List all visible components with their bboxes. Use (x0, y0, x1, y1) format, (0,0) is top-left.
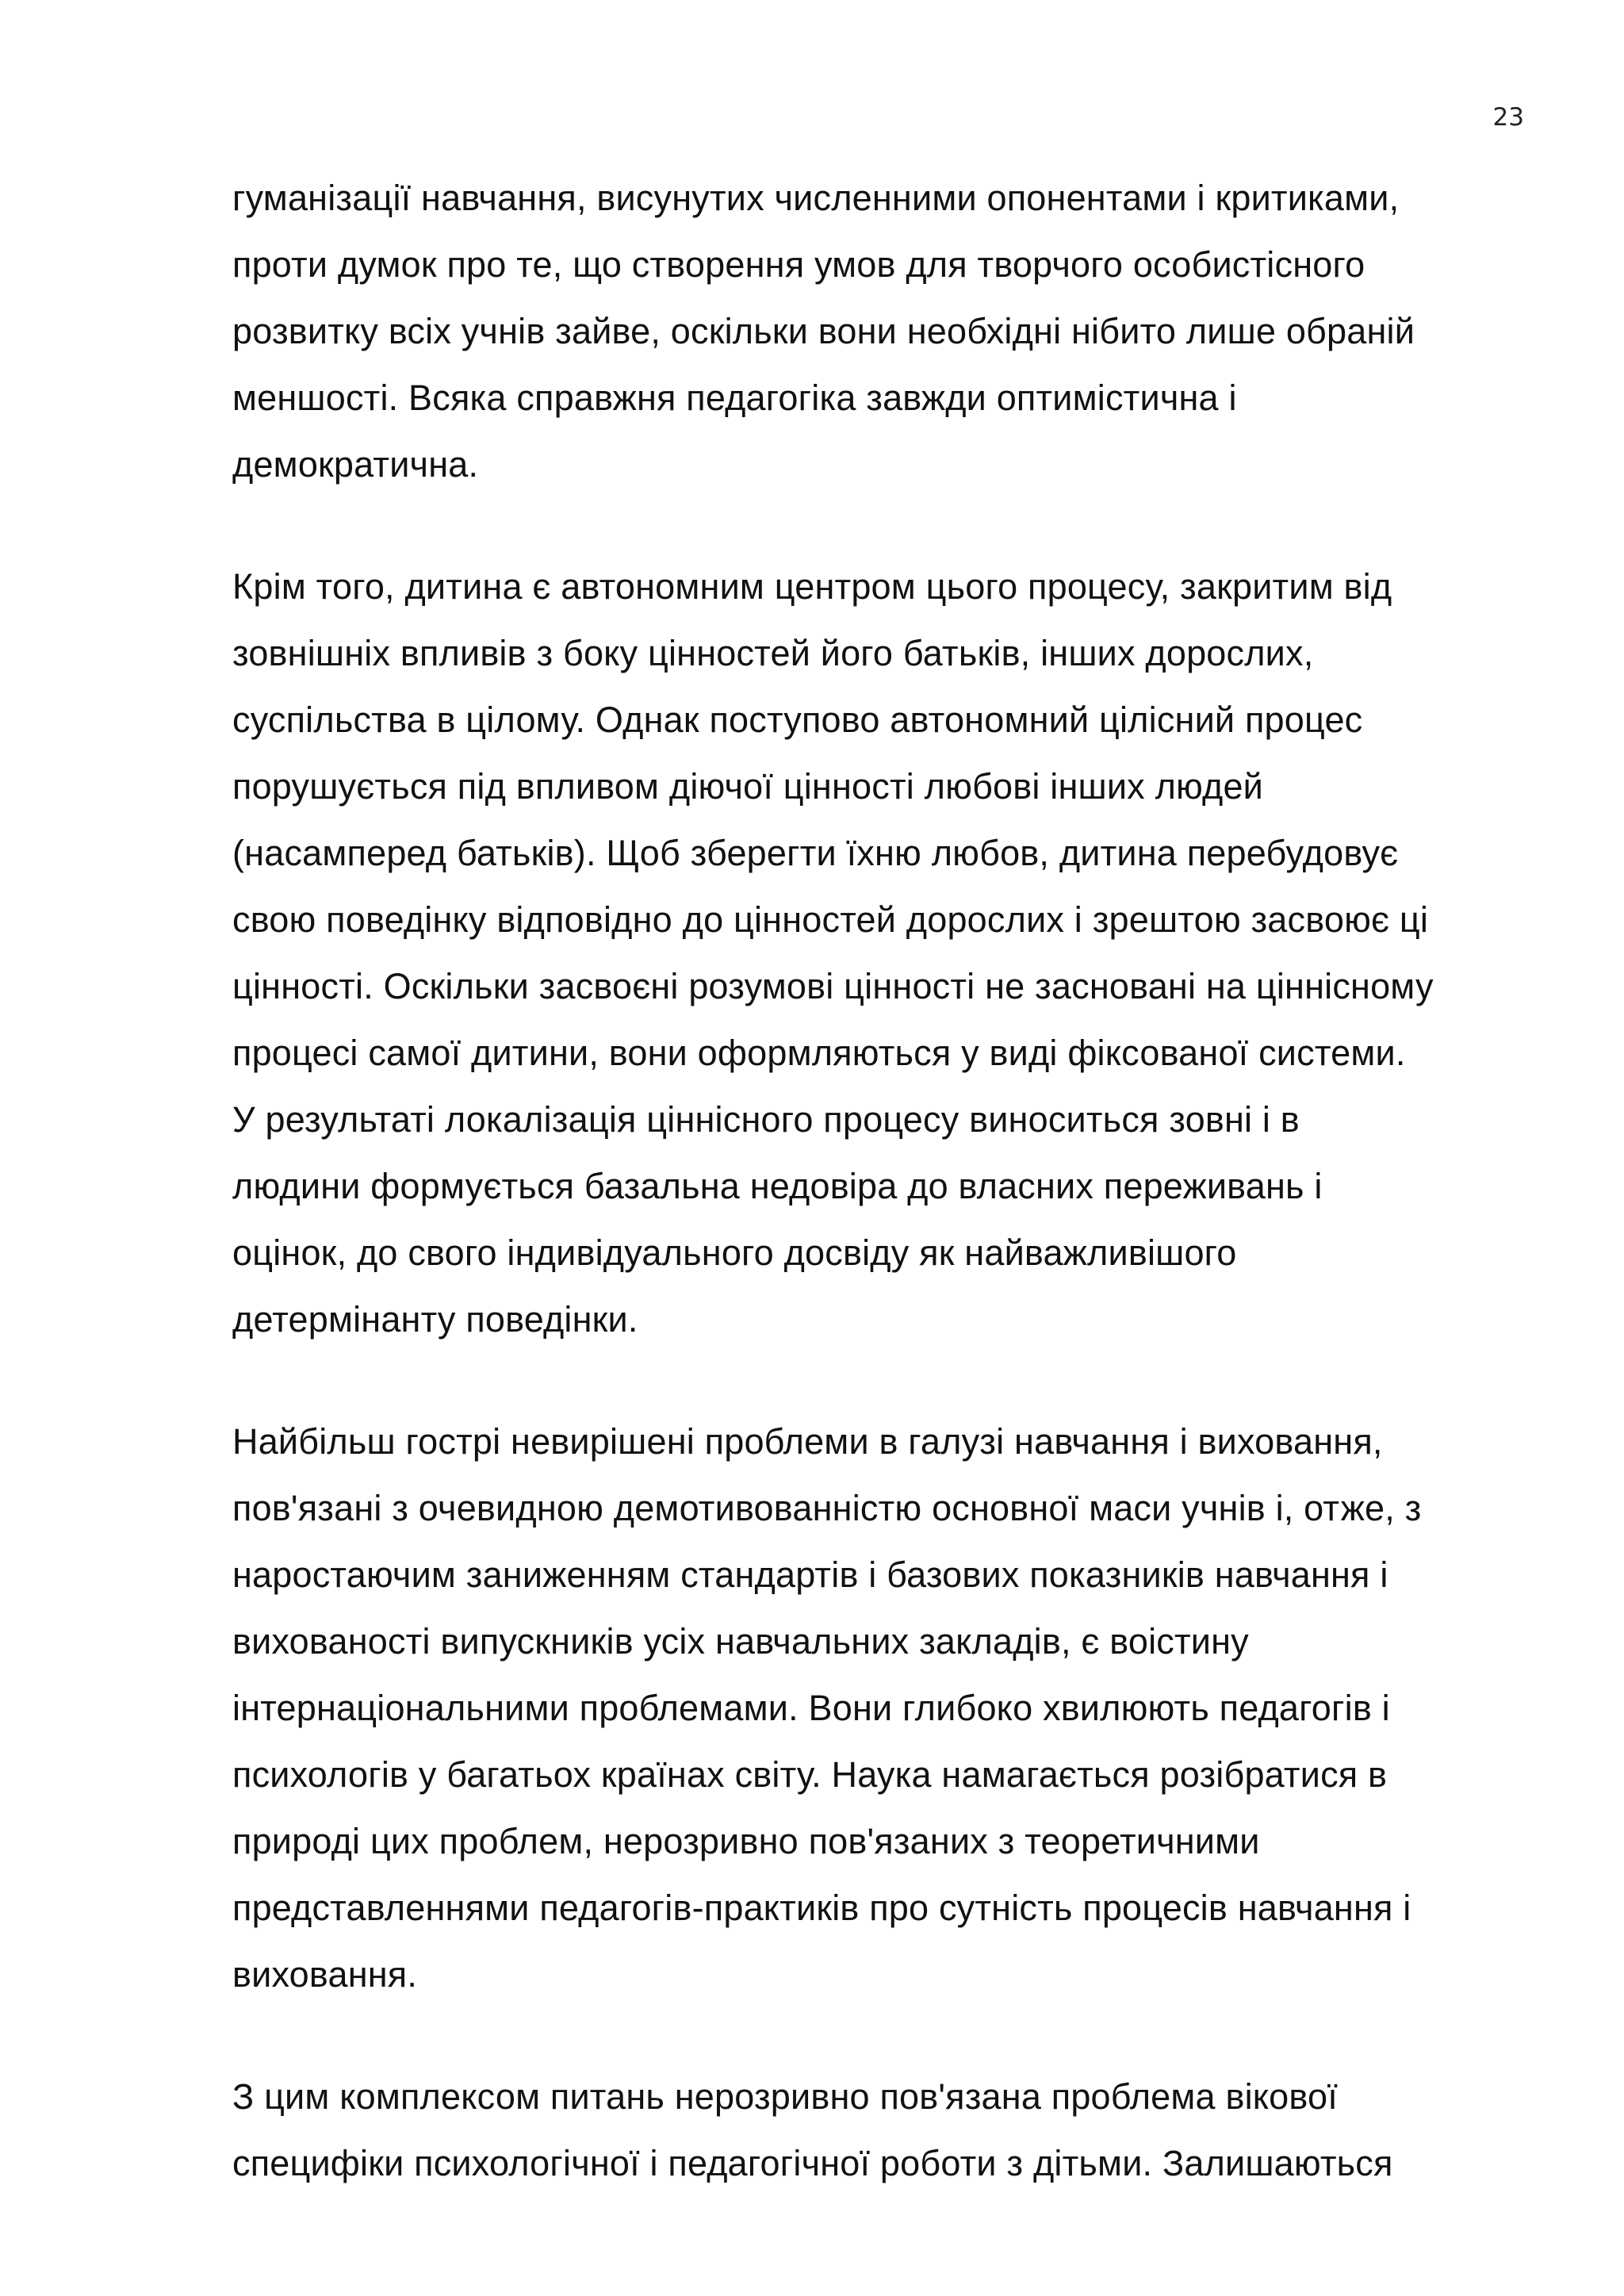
text-line: меншості. Всяка справжня педагогіка завжди оптимістична і (232, 378, 1237, 418)
text-line: специфіки психологічної і педагогічної роботи з дітьми. Залишаються (232, 2143, 1393, 2183)
text-line: детермінанту поведінки. (232, 1299, 638, 1340)
text-line: У результаті локалізація ціннісного процесу виноситься зовні і в (232, 1099, 1300, 1140)
text-line: порушується під впливом діючої цінності любові інших людей (232, 766, 1264, 807)
text-line: Крім того, дитина є автономним центром цього процесу, закритим від (232, 566, 1392, 607)
paragraph (232, 554, 1557, 1353)
paragraph (232, 1409, 1557, 2008)
text-line: оцінок, до свого індивідуального досвіду як найважливішого (232, 1232, 1237, 1273)
text-line: розвитку всіх учнів зайве, оскільки вони необхідні нібито лише обраній (232, 311, 1415, 351)
text-line: представленнями педагогів-практиків про сутність процесів навчання і (232, 1888, 1411, 1928)
text-line: демократична. (232, 444, 479, 485)
text-line: (насамперед батьків). Щоб зберегти їхню любов, дитина перебудовує (232, 833, 1399, 873)
text-line: З цим комплексом питань нерозривно пов'язана проблема вікової (232, 2076, 1338, 2117)
text-line: цінності. Оскільки засвоєні розумові цінності не засновані на ціннісному (232, 966, 1434, 1006)
paragraph (232, 2064, 1557, 2197)
text-line: Найбільш гострі невирішені проблеми в галузі навчання і виховання, (232, 1421, 1383, 1462)
text-line: свою поведінку відповідно до цінностей дорослих і зрештою засвоює ці (232, 899, 1429, 940)
text-line: психологів у багатьох країнах світу. Наука намагається розібратися в (232, 1754, 1388, 1795)
text-line: суспільства в цілому. Однак поступово автономний цілісний процес (232, 700, 1363, 740)
text-line: процесі самої дитини, вони оформляються у виді фіксованої системи. (232, 1033, 1406, 1073)
text-line: проти думок про те, що створення умов для творчого особистісного (232, 244, 1365, 285)
page-number: 23 (1492, 103, 1524, 132)
text-line: вихованості випускників усіх навчальних закладів, є воістину (232, 1621, 1249, 1662)
text-line: людини формується базальна недовіра до власних переживань і (232, 1166, 1323, 1206)
text-line: інтернаціональними проблемами. Вони глибоко хвилюють педагогів і (232, 1688, 1390, 1728)
page-body (232, 165, 1557, 2252)
text-line: природі цих проблем, нерозривно пов'язаних з теоретичними (232, 1821, 1260, 1861)
text-line: наростаючим заниженням стандартів і базових показників навчання і (232, 1554, 1388, 1595)
text-line: зовнішніх впливів з боку цінностей його батьків, інших дорослих, (232, 633, 1314, 673)
text-line: виховання. (232, 1954, 418, 1995)
text-line: пов'язані з очевидною демотивованністю основної маси учнів і, отже, з (232, 1488, 1422, 1528)
paragraph (232, 165, 1557, 498)
text-line: гуманізації навчання, висунутих численними опонентами і критиками, (232, 178, 1400, 218)
